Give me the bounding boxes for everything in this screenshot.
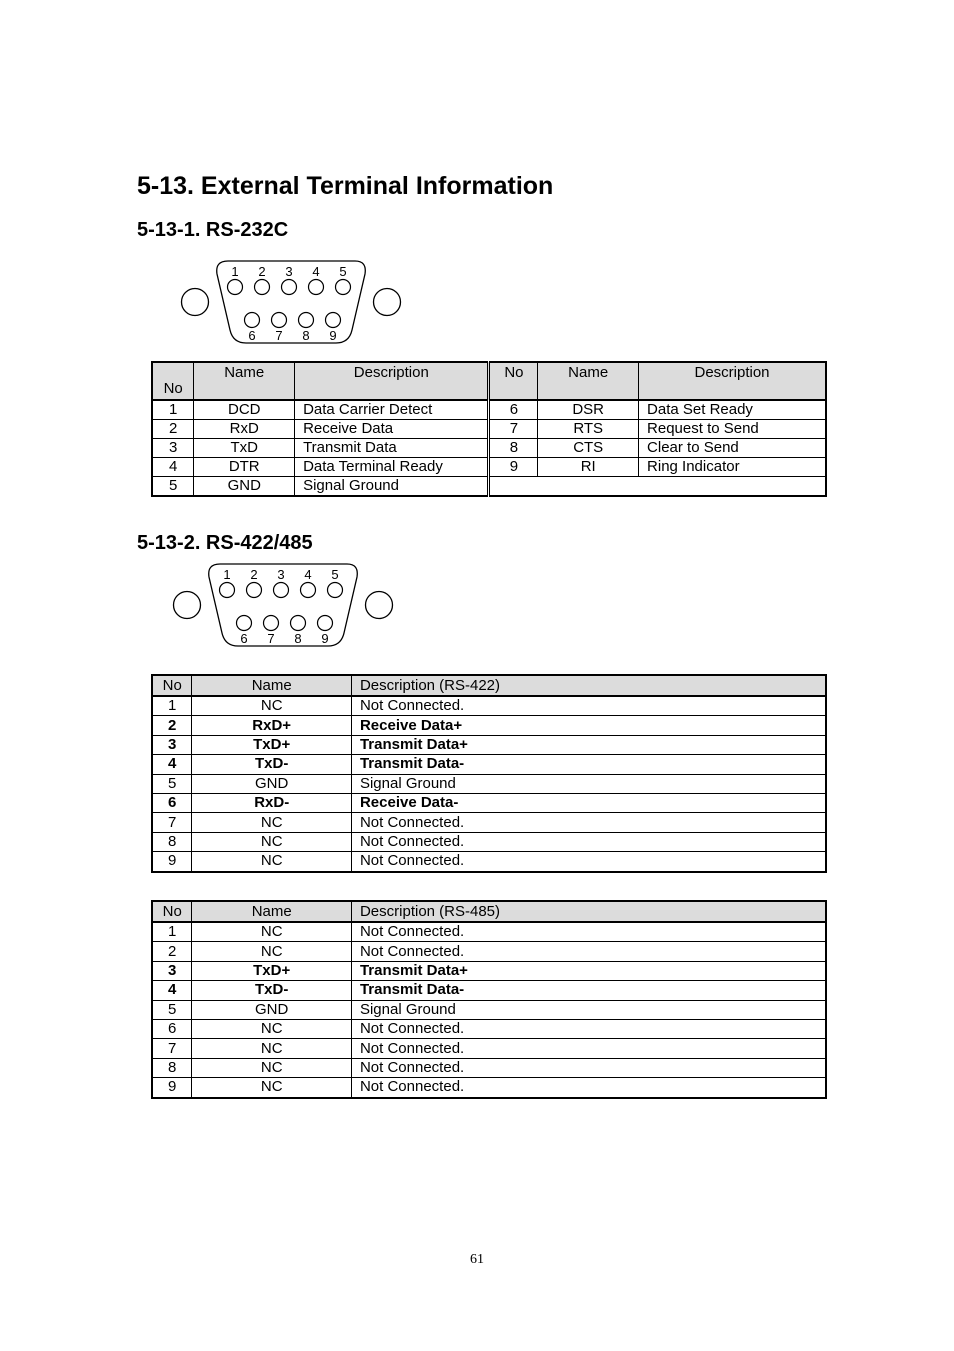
- signal-name: NC: [192, 1058, 352, 1077]
- signal-name: RI: [538, 458, 639, 477]
- table-row: [152, 1039, 826, 1058]
- pin-3-icon: [274, 583, 289, 598]
- pin-7-icon: [272, 313, 287, 328]
- pin-1-icon: [220, 583, 235, 598]
- signal-description: Signal Ground: [295, 477, 489, 497]
- signal-description: Not Connected.: [351, 852, 826, 872]
- signal-description: Not Connected.: [351, 1039, 826, 1058]
- signal-name: DSR: [538, 400, 639, 420]
- signal-description: Ring Indicator: [639, 458, 826, 477]
- signal-name: GND: [194, 477, 295, 497]
- pin-label: 9: [329, 328, 337, 343]
- pin-1-icon: [228, 280, 243, 295]
- table-row: [152, 1000, 826, 1019]
- section-title: 5-13. External Terminal Information: [137, 172, 554, 200]
- pin-2-icon: [247, 583, 262, 598]
- signal-name: TxD-: [192, 755, 352, 774]
- pin-label: 2: [258, 264, 266, 279]
- table-row: [152, 696, 826, 716]
- table-header-row: [152, 362, 826, 400]
- column-header-name: Name: [192, 901, 352, 922]
- pin-number: 9: [489, 458, 538, 477]
- signal-description: Receive Data-: [351, 793, 826, 812]
- pin-label: 7: [275, 328, 283, 343]
- column-header-no: No: [489, 362, 538, 400]
- pin-label: 4: [304, 567, 312, 582]
- column-header-description: Description: [639, 362, 826, 400]
- rs422-pin-table: [151, 674, 827, 873]
- pin-2-icon: [255, 280, 270, 295]
- pin-5-icon: [328, 583, 343, 598]
- signal-description: Clear to Send: [639, 439, 826, 458]
- pin-9-icon: [318, 616, 333, 631]
- column-header-no: No: [152, 901, 192, 922]
- mounting-hole-left-icon: [174, 592, 201, 619]
- pin-label: 8: [294, 631, 302, 646]
- pin-7-icon: [264, 616, 279, 631]
- pin-5-icon: [336, 280, 351, 295]
- column-header-no: No: [152, 675, 192, 696]
- pin-number: 6: [152, 793, 192, 812]
- table-row: [152, 813, 826, 832]
- signal-name: RTS: [538, 420, 639, 439]
- signal-description: Transmit Data+: [351, 961, 826, 980]
- pin-label: 9: [321, 631, 329, 646]
- signal-name: NC: [192, 832, 352, 851]
- rs422-485-pin-circles: [220, 583, 343, 631]
- pin-number: 2: [152, 420, 194, 439]
- signal-description: Data Carrier Detect: [295, 400, 489, 420]
- signal-name: NC: [192, 1019, 352, 1038]
- table-row: [152, 400, 826, 420]
- signal-description: Not Connected.: [351, 813, 826, 832]
- signal-name: TxD: [194, 439, 295, 458]
- pin-3-icon: [282, 280, 297, 295]
- pin-number: 2: [152, 716, 192, 735]
- signal-name: NC: [192, 1078, 352, 1098]
- pin-number: 8: [489, 439, 538, 458]
- pin-label: 1: [231, 264, 239, 279]
- pin-number: 9: [152, 1078, 192, 1098]
- table-row: [152, 755, 826, 774]
- pin-label: 1: [223, 567, 231, 582]
- pin-4-icon: [301, 583, 316, 598]
- table-row: [152, 716, 826, 735]
- signal-description: Transmit Data: [295, 439, 489, 458]
- signal-description: Data Set Ready: [639, 400, 826, 420]
- pin-number: 5: [152, 477, 194, 497]
- column-header-no: No: [152, 362, 194, 400]
- signal-name: TxD+: [192, 961, 352, 980]
- column-header-description: Description: [295, 362, 489, 400]
- signal-name: TxD-: [192, 981, 352, 1000]
- signal-description: Not Connected.: [351, 696, 826, 716]
- signal-name: RxD: [194, 420, 295, 439]
- signal-description: Not Connected.: [351, 1019, 826, 1038]
- signal-description: Not Connected.: [351, 1058, 826, 1077]
- signal-name: DCD: [194, 400, 295, 420]
- pin-label: 5: [331, 567, 339, 582]
- table-row: [152, 922, 826, 942]
- column-header-name: Name: [538, 362, 639, 400]
- signal-description: Transmit Data-: [351, 981, 826, 1000]
- pin-number: 8: [152, 832, 192, 851]
- pin-number: 4: [152, 981, 192, 1000]
- signal-name: NC: [192, 1039, 352, 1058]
- rs422-485-heading: 5-13-2. RS-422/485: [137, 532, 313, 554]
- pin-number: 1: [152, 922, 192, 942]
- column-header-name: Name: [192, 675, 352, 696]
- rs232-db9-connector-diagram: [178, 258, 404, 346]
- signal-description: Data Terminal Ready: [295, 458, 489, 477]
- signal-description: Not Connected.: [351, 832, 826, 851]
- signal-name: NC: [192, 813, 352, 832]
- pin-label: 8: [302, 328, 310, 343]
- mounting-hole-right-icon: [374, 289, 401, 316]
- signal-description: Receive Data+: [351, 716, 826, 735]
- signal-description: Transmit Data+: [351, 735, 826, 754]
- table-row: [152, 1058, 826, 1077]
- signal-description: Not Connected.: [351, 922, 826, 942]
- pin-label: 4: [312, 264, 320, 279]
- table-row: [152, 735, 826, 754]
- signal-description: Receive Data: [295, 420, 489, 439]
- signal-name: NC: [192, 852, 352, 872]
- pin-label: 3: [285, 264, 293, 279]
- signal-name: RxD-: [192, 793, 352, 812]
- pin-number: 8: [152, 1058, 192, 1077]
- table-row: [152, 961, 826, 980]
- pin-number: 7: [152, 1039, 192, 1058]
- pin-number: 7: [489, 420, 538, 439]
- pin-label: 6: [240, 631, 248, 646]
- pin-4-icon: [309, 280, 324, 295]
- rs232-heading: 5-13-1. RS-232C: [137, 219, 289, 241]
- pin-number: 9: [152, 852, 192, 872]
- table-row: [152, 981, 826, 1000]
- pin-number: 4: [152, 755, 192, 774]
- signal-name: DTR: [194, 458, 295, 477]
- empty-cell: [489, 477, 826, 497]
- signal-name: GND: [192, 774, 352, 793]
- pin-number: 4: [152, 458, 194, 477]
- signal-description: Signal Ground: [351, 774, 826, 793]
- pin-number: 6: [152, 1019, 192, 1038]
- table-row: [152, 832, 826, 851]
- table-row: [152, 793, 826, 812]
- table-row: [152, 774, 826, 793]
- rs485-pin-table: [151, 900, 827, 1099]
- pin-8-icon: [299, 313, 314, 328]
- pin-number: 1: [152, 400, 194, 420]
- table-header-row: [152, 901, 826, 922]
- rs422-485-db9-connector-diagram: [170, 561, 396, 649]
- table-row: [152, 477, 826, 497]
- signal-name: NC: [192, 922, 352, 942]
- pin-8-icon: [291, 616, 306, 631]
- pin-number: 3: [152, 735, 192, 754]
- pin-9-icon: [326, 313, 341, 328]
- signal-name: RxD+: [192, 716, 352, 735]
- table-row: [152, 852, 826, 872]
- page-number: 61: [470, 1252, 484, 1267]
- pin-label: 5: [339, 264, 347, 279]
- pin-number: 5: [152, 774, 192, 793]
- pin-number: 2: [152, 942, 192, 961]
- signal-name: GND: [192, 1000, 352, 1019]
- table-row: [152, 1019, 826, 1038]
- column-header-description: Description (RS-485): [351, 901, 826, 922]
- pin-number: 3: [152, 961, 192, 980]
- pin-number: 5: [152, 1000, 192, 1019]
- pin-label: 6: [248, 328, 256, 343]
- signal-description: Not Connected.: [351, 942, 826, 961]
- signal-name: CTS: [538, 439, 639, 458]
- pin-number: 7: [152, 813, 192, 832]
- rs232-pin-circles: [228, 280, 351, 328]
- table-row: [152, 1078, 826, 1098]
- pin-number: 6: [489, 400, 538, 420]
- signal-description: Signal Ground: [351, 1000, 826, 1019]
- signal-name: NC: [192, 942, 352, 961]
- table-header-row: [152, 675, 826, 696]
- pin-number: 1: [152, 696, 192, 716]
- table-row: [152, 458, 826, 477]
- signal-description: Transmit Data-: [351, 755, 826, 774]
- pin-6-icon: [237, 616, 252, 631]
- column-header-name: Name: [194, 362, 295, 400]
- signal-name: TxD+: [192, 735, 352, 754]
- pin-label: 7: [267, 631, 275, 646]
- mounting-hole-left-icon: [182, 289, 209, 316]
- table-row: [152, 439, 826, 458]
- signal-description: Request to Send: [639, 420, 826, 439]
- pin-label: 3: [277, 567, 285, 582]
- signal-name: NC: [192, 696, 352, 716]
- pin-6-icon: [245, 313, 260, 328]
- column-header-description: Description (RS-422): [351, 675, 826, 696]
- table-row: [152, 420, 826, 439]
- pin-number: 3: [152, 439, 194, 458]
- rs232-pin-table: [151, 361, 827, 497]
- signal-description: Not Connected.: [351, 1078, 826, 1098]
- pin-label: 2: [250, 567, 258, 582]
- mounting-hole-right-icon: [366, 592, 393, 619]
- table-row: [152, 942, 826, 961]
